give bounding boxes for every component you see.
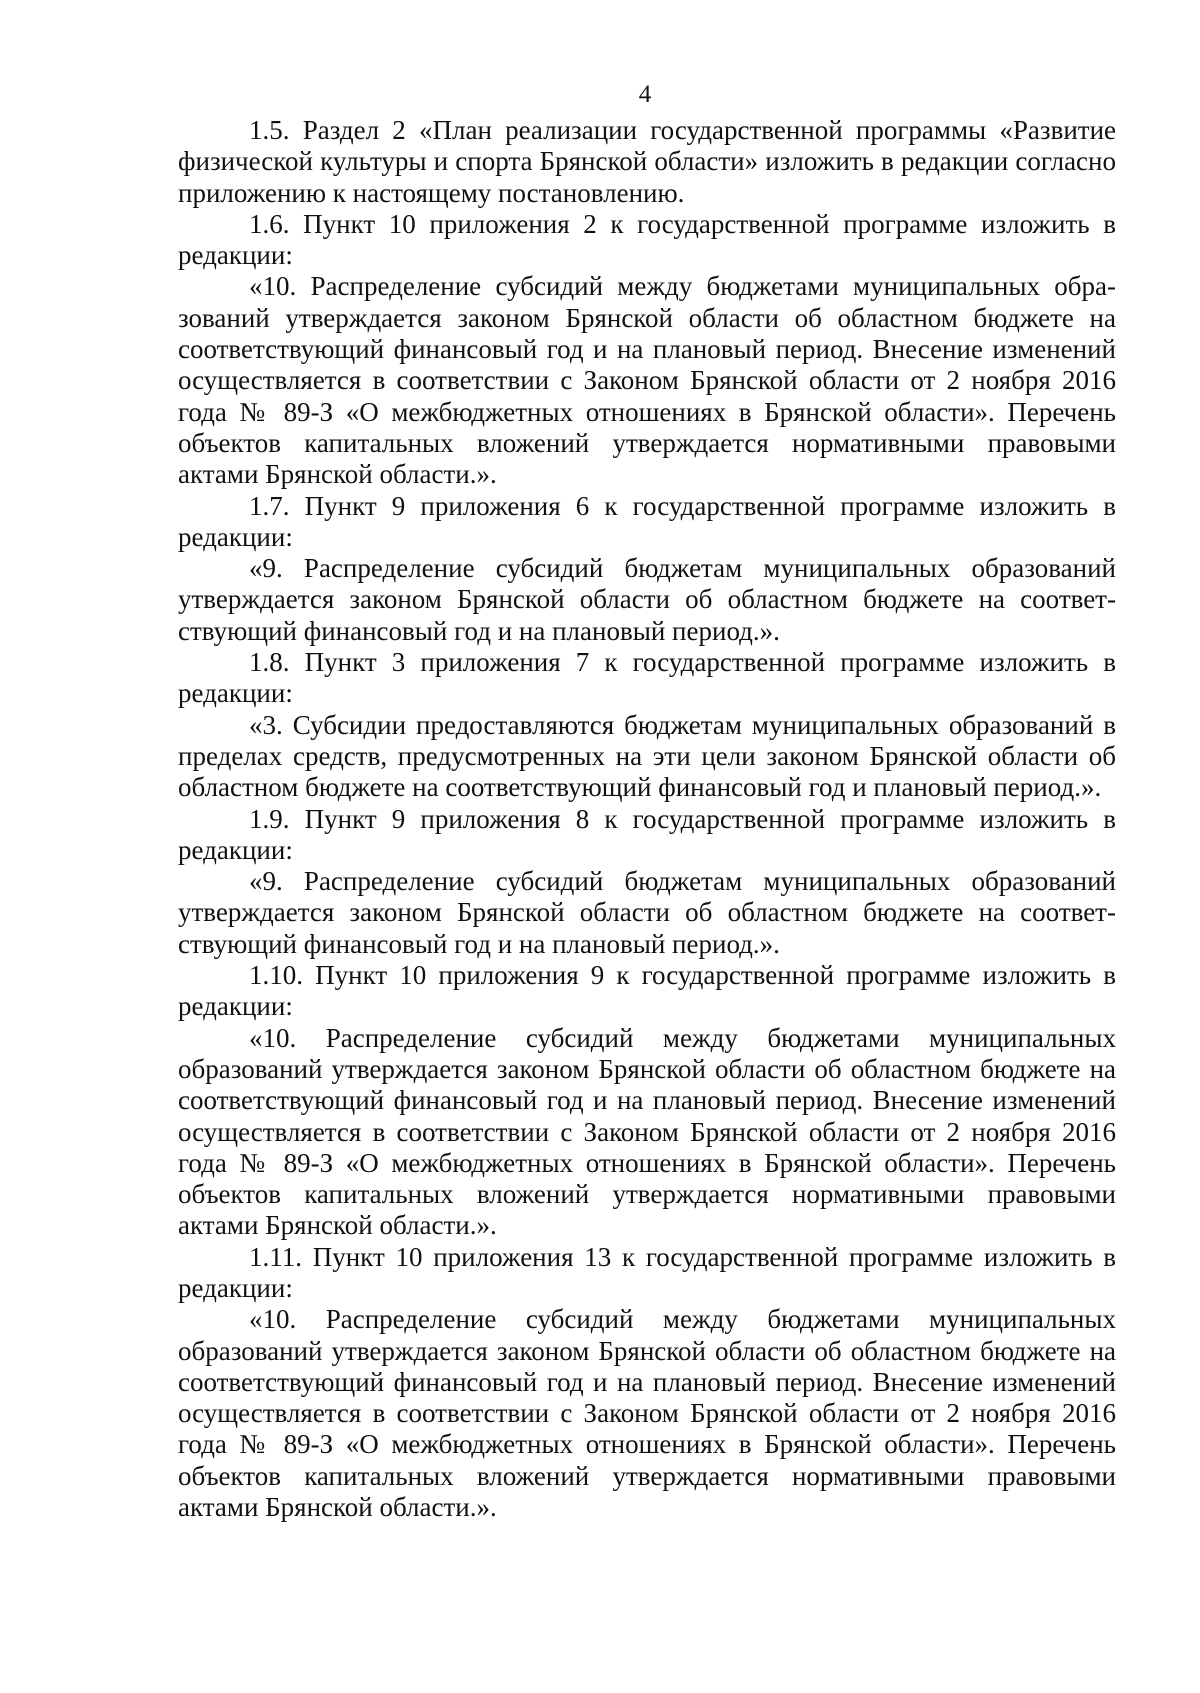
paragraph-1-8: 1.8. Пункт 3 приложения 7 к государственной программе изложить в редакции: <box>178 647 1116 709</box>
quoted-clause-10-appendix-9: «10. Распределение субсидий между бюджетами муниципальных образований утверждается законом Брянской области об областном бюджете на соответствующий финансовый год и на плановый период. Внесение изменений осуществляется в соответствии с Законом Брянской области от 2 ноября 2016 года № 89-З «О межбюджетных отношениях в Брянской области». Перечень объектов капитальных вложений утверждается нормативными правовыми актами Брянской области.». <box>178 1022 1116 1241</box>
page-number: 4 <box>638 81 652 108</box>
paragraph-1-9: 1.9. Пункт 9 приложения 8 к государственной программе изложить в редакции: <box>178 803 1116 865</box>
quoted-clause-9-appendix-6: «9. Распределение субсидий бюджетам муниципальных образований утверждается законом Брянской области об областном бюджете на соответствующий финансовый год и на плановый период.». <box>178 553 1116 646</box>
quoted-clause-10-appendix-2: «10. Распределение субсидий между бюджетами муниципальных образований утверждается законом Брянской области об областном бюджете на соответствующий финансовый год и на плановый период. Внесение изменений осуществляется в соответствии с Законом Брянской области от 2 ноября 2016 года № 89-З «О межбюджетных отношениях в Брянской области». Перечень объектов капитальных вложений утверждается нормативными правовыми актами Брянской области.». <box>178 271 1116 490</box>
quoted-clause-10-appendix-13: «10. Распределение субсидий между бюджетами муниципальных образований утверждается законом Брянской области об областном бюджете на соответствующий финансовый год и на плановый период. Внесение изменений осуществляется в соответствии с Законом Брянской области от 2 ноября 2016 года № 89-З «О межбюджетных отношениях в Брянской области». Перечень объектов капитальных вложений утверждается нормативными правовыми актами Брянской области.». <box>178 1304 1116 1523</box>
quoted-clause-3-appendix-7: «3. Субсидии предоставляются бюджетам муниципальных образований в пределах средств, предусмотренных на эти цели законом Брянской области об областном бюджете на соответствующий финансовый год и плановый период.». <box>178 709 1116 803</box>
paragraph-1-5: 1.5. Раздел 2 «План реализации государственной программы «Развитие физической культуры и спорта Брянской области» изложить в редакции согласно приложению к настоящему постановлению. <box>178 115 1116 208</box>
document-body <box>178 115 1116 1523</box>
paragraph-1-11: 1.11. Пункт 10 приложения 13 к государственной программе изложить в редакции: <box>178 1241 1116 1303</box>
paragraph-1-7: 1.7. Пункт 9 приложения 6 к государственной программе изложить в редакции: <box>178 490 1116 552</box>
paragraph-1-6: 1.6. Пункт 10 приложения 2 к государственной программе изложить в редакции: <box>178 208 1116 271</box>
quoted-clause-9-appendix-8: «9. Распределение субсидий бюджетам муниципальных образований утверждается законом Брянской области об областном бюджете на соответствующий финансовый год и на плановый период.». <box>178 866 1116 959</box>
paragraph-1-10: 1.10. Пункт 10 приложения 9 к государственной программе изложить в редакции: <box>178 960 1116 1022</box>
